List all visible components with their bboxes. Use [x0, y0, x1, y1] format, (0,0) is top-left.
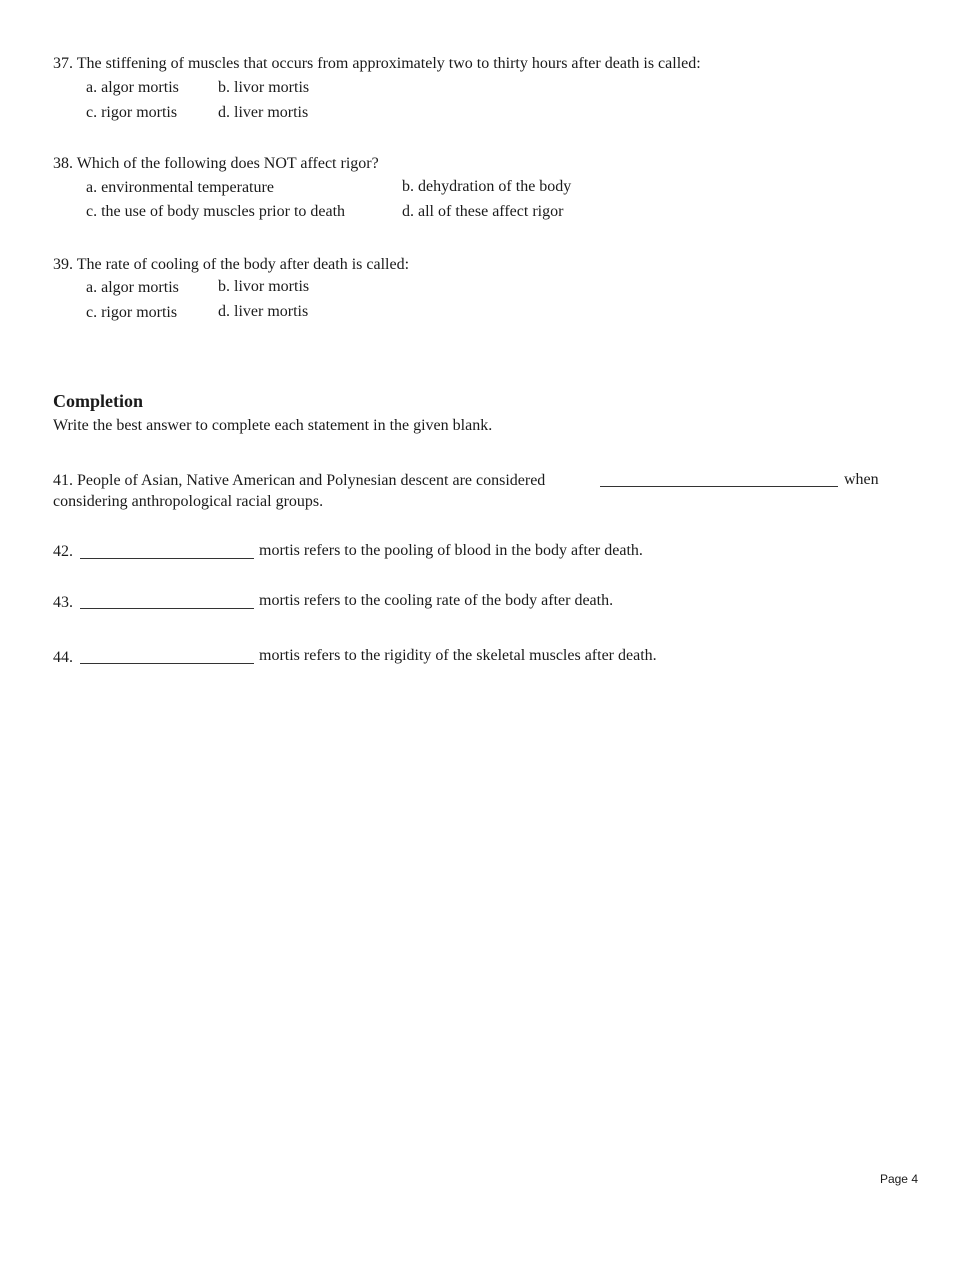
- question-38: [53, 154, 379, 174]
- item-text-before: People of Asian, Native American and Polynesian descent are considered: [77, 472, 546, 489]
- option-a: a. environmental temperature: [86, 179, 274, 196]
- item-continuation: considering anthropological racial groups.: [53, 493, 324, 510]
- item-number: 41.: [53, 472, 73, 489]
- completion-item-41: [53, 471, 545, 491]
- item-text-after: when: [844, 471, 879, 488]
- answer-blank[interactable]: [80, 546, 254, 559]
- answer-blank[interactable]: [80, 596, 254, 609]
- answer-blank[interactable]: [80, 651, 254, 664]
- option-d: d. liver mortis: [218, 104, 309, 121]
- section-instruction: Write the best answer to complete each statement in the given blank.: [53, 417, 493, 434]
- option-c: c. the use of body muscles prior to death: [86, 203, 346, 220]
- answer-blank[interactable]: [600, 474, 838, 487]
- page-number: Page 4: [879, 1172, 918, 1186]
- option-a: a. algor mortis: [86, 279, 179, 296]
- question-text: The stiffening of muscles that occurs from approximately two to thirty hours after death is called:: [76, 55, 701, 72]
- item-text: mortis refers to the pooling of blood in the body after death.: [259, 542, 643, 559]
- item-text: mortis refers to the rigidity of the skeletal muscles after death.: [259, 647, 657, 664]
- question-39: [53, 255, 409, 275]
- question-number: 38.: [53, 155, 73, 172]
- question-text: The rate of cooling of the body after death is called:: [76, 256, 410, 273]
- item-number: 44.: [53, 649, 73, 666]
- option-d: d. all of these affect rigor: [402, 203, 564, 220]
- option-c: c. rigor mortis: [86, 304, 178, 321]
- option-b: b. dehydration of the body: [402, 178, 572, 195]
- item-text: mortis refers to the cooling rate of the body after death.: [259, 592, 614, 609]
- section-heading: Completion: [53, 391, 143, 411]
- item-number: 43.: [53, 594, 73, 611]
- option-d: d. liver mortis: [218, 303, 309, 320]
- question-text: Which of the following does NOT affect rigor?: [76, 155, 379, 172]
- question-number: 39.: [53, 256, 73, 273]
- option-c: c. rigor mortis: [86, 104, 178, 121]
- option-a: a. algor mortis: [86, 79, 179, 96]
- question-37: [53, 54, 701, 74]
- item-number: 42.: [53, 543, 73, 560]
- option-b: b. livor mortis: [218, 79, 310, 96]
- option-b: b. livor mortis: [218, 278, 310, 295]
- question-number: 37.: [53, 55, 73, 72]
